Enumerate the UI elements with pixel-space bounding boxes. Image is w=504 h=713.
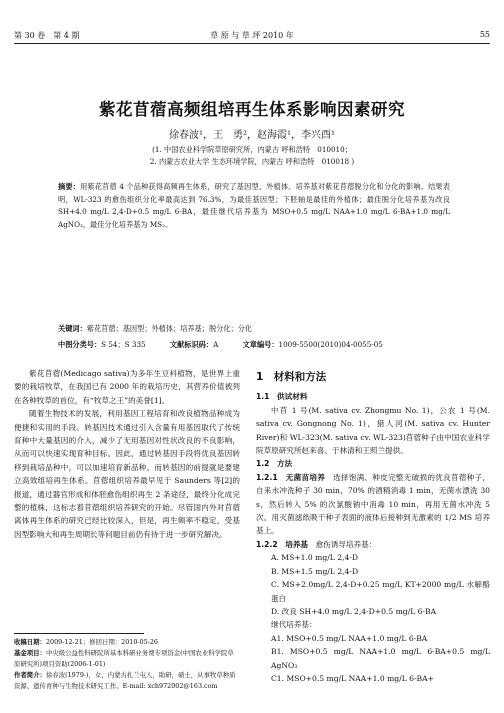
- subsection-heading-methods: 1.2 方法: [256, 459, 293, 469]
- keywords-text: 紫花苜蓿；基因型；外植体；培养基；脱分化；分化: [86, 324, 253, 333]
- affiliation-1: (1. 中国农业科学院草原研究所，内蒙古 呼和浩特 010010；: [152, 145, 352, 154]
- article-id-label: 文章编号：: [242, 340, 279, 349]
- author-list: 徐春波¹，王 勇²，赵海霞¹，李兴酉¹: [168, 130, 336, 141]
- keywords-label: 关键词：: [58, 324, 87, 333]
- subsubsection-heading-media: 1.2.2 培养基: [256, 539, 308, 549]
- left-column: [14, 367, 240, 541]
- sterile-seedling-text: 选择饱满、种皮完整无破损的优良苜蓿种子，自来水冲洗种子 30 min，70% 的酒精消毒 1 min，无菌水漂洗 30 s，然后转入 5% 的次氯酸钠中消毒 10 min，再用无菌水冲洗 5 次。用灭菌滤纸吸干种子表面的液体后接种到无激素的 1/2 MS 培养基上。: [256, 472, 491, 536]
- doc-code-label: 文献标识码：: [169, 340, 214, 349]
- medium-item: A. MS+1.0 mg/L 2,4-D: [271, 553, 358, 563]
- footnote-rule: [14, 633, 144, 634]
- subsubsection-heading-sterile: 1.2.1 无菌苗培养: [256, 472, 326, 482]
- section-heading-materials-methods: 1 材料和方法: [256, 371, 327, 383]
- clc-label: 中图分类号：: [58, 340, 102, 349]
- article-id-value: 1009-5500(2010)04-0055-05: [278, 340, 383, 349]
- keywords: [58, 324, 450, 334]
- subculture-medium-item: A1. MSO+0.5 mg/L NAA+1.0 mg/L 6-BA: [271, 633, 428, 643]
- header-rule: [14, 43, 490, 44]
- classification-line: [58, 340, 458, 350]
- intro-paragraph-2: 随着生物技术的发展，利用基因工程培育和改良植物品种成为便捷和实用的手段。转基因技术通过引入含量有用基因取代了传统育种中大量基因的介入，减少了无用基因对性状改良的不良影响，从而可以快速实现育种目标。因此，通过转基因手段将优良基因转移到栽培品种中，可以加速培育新品种。而转基因的前提就是要建立高效组培再生体系。苜蓿组织培养最早见于 Saunders 等[2]的报道，通过器官形成和体胚愈伤组织再生 2 条途径，最终分化成完整的植株，这标志着苜蓿组织培养研究的开始。尽管国内外对苜蓿离体再生体系的研究已经比较深入，但是，再生频率不稳定，受基因型影响大和再生周期长等问题目前仍有待于进一步研究解决。: [14, 409, 240, 539]
- sterile-seedling-paragraph: [256, 471, 490, 538]
- abstract-label: 摘要：: [58, 182, 81, 191]
- medium-item: C. MS+2.0mg/L 2,4-D+0.25 mg/L KT+2000 mg/L 水解酪蛋白: [271, 580, 490, 603]
- abstract-text: 用紫花苜蓿 4 个品种获得高频再生体系，研究了基因型、外植体、培养基对紫花苜蓿脱分化和分化的影响。结果表明，WL-323 的愈伤组织分化率最高达到 76.3%，为最佳基因型；下胚轴是最佳的外植体；最佳脱分化培养基为改良 SH+4.0 mg/L 2,4-D+0.5 mg/L 6-BA，最佳继代培养基为 MSO+0.5 mg/L NAA+1.0 mg/L 6-BA+1.0 mg/L AgNO₃，最佳分化培养基为 MS₂。: [58, 182, 450, 229]
- volume-issue: 第 30 卷 第 4 期: [14, 31, 80, 40]
- affiliation-2: 2. 内蒙古农业大学 生态环境学院，内蒙古 呼和浩特 010018 ): [149, 157, 355, 166]
- paper-title: 紫花苜蓿高频组培再生体系影响因素研究: [99, 100, 405, 119]
- clc-value: S 54；S 335: [101, 340, 146, 349]
- callus-induction-label: 愈伤诱导培养基：: [315, 539, 377, 549]
- subculture-medium-item: B1. MSO+0.5 mg/L NAA+1.0 mg/L 6-BA+0.5 mg/L AgNO₃: [271, 647, 490, 670]
- subsection-heading-materials: 1.1 供试材料: [256, 392, 308, 402]
- doc-code-value: A: [213, 340, 219, 349]
- footnote-author: 作者简介：徐春波(1979-)，女，内蒙古扎兰屯人，助研，硕士，从事牧草种质资源、遗传育种与生物技术研究工作。E-mail: xch972002@163.com: [14, 671, 236, 690]
- footnotes: [14, 637, 240, 692]
- footnote-received: 收稿日期：2009-12-21；修回日期：2010-05-26: [14, 638, 158, 646]
- intro-paragraph-1: 紫花苜蓿(Medicago sativa)为多年生豆科植物，是世界上重要的栽培牧草，在我国已有 2000 年的栽培历史，其营养价值被列在各种牧草的首位，有“牧草之王”的美誉[1]。: [14, 369, 240, 405]
- footnote-funding: 基金项目：中央级公益性科研院所基本科研业务费专项资金(中国农业科学院草原研究所)项目资助(2006-1-01): [14, 649, 234, 668]
- medium-item: B. MS+1.5 mg/L 2,4-D: [271, 566, 359, 576]
- right-column: [256, 367, 490, 685]
- abstract: [58, 181, 450, 231]
- subculture-medium-item: C1. MSO+0.5 mg/L NAA+1.0 mg/L 6-BA+: [271, 673, 434, 683]
- journal-name: 草 原 与 草 坪 2010 年: [210, 31, 294, 40]
- page-number: 55: [479, 30, 490, 39]
- medium-item: D. 改良 SH+4.0 mg/L 2,4-D+0.5 mg/L 6-BA: [271, 606, 437, 616]
- materials-text: 中苜 1 号(M. sativa cv. Zhongmu No. 1)，公农 1 号(M. sativa cv. Gongnong No. 1)，猎人河(M. sativa cv. Hunter River)和 WL-323(M. sativa cv. WL-323)苜蓿种子由中国农业科学院草原研究所赵来喜、于林清和王照兰提供。: [256, 405, 490, 456]
- media-paragraph: [256, 538, 490, 551]
- running-header: [14, 30, 490, 44]
- subculture-label: 继代培养基：: [271, 620, 317, 630]
